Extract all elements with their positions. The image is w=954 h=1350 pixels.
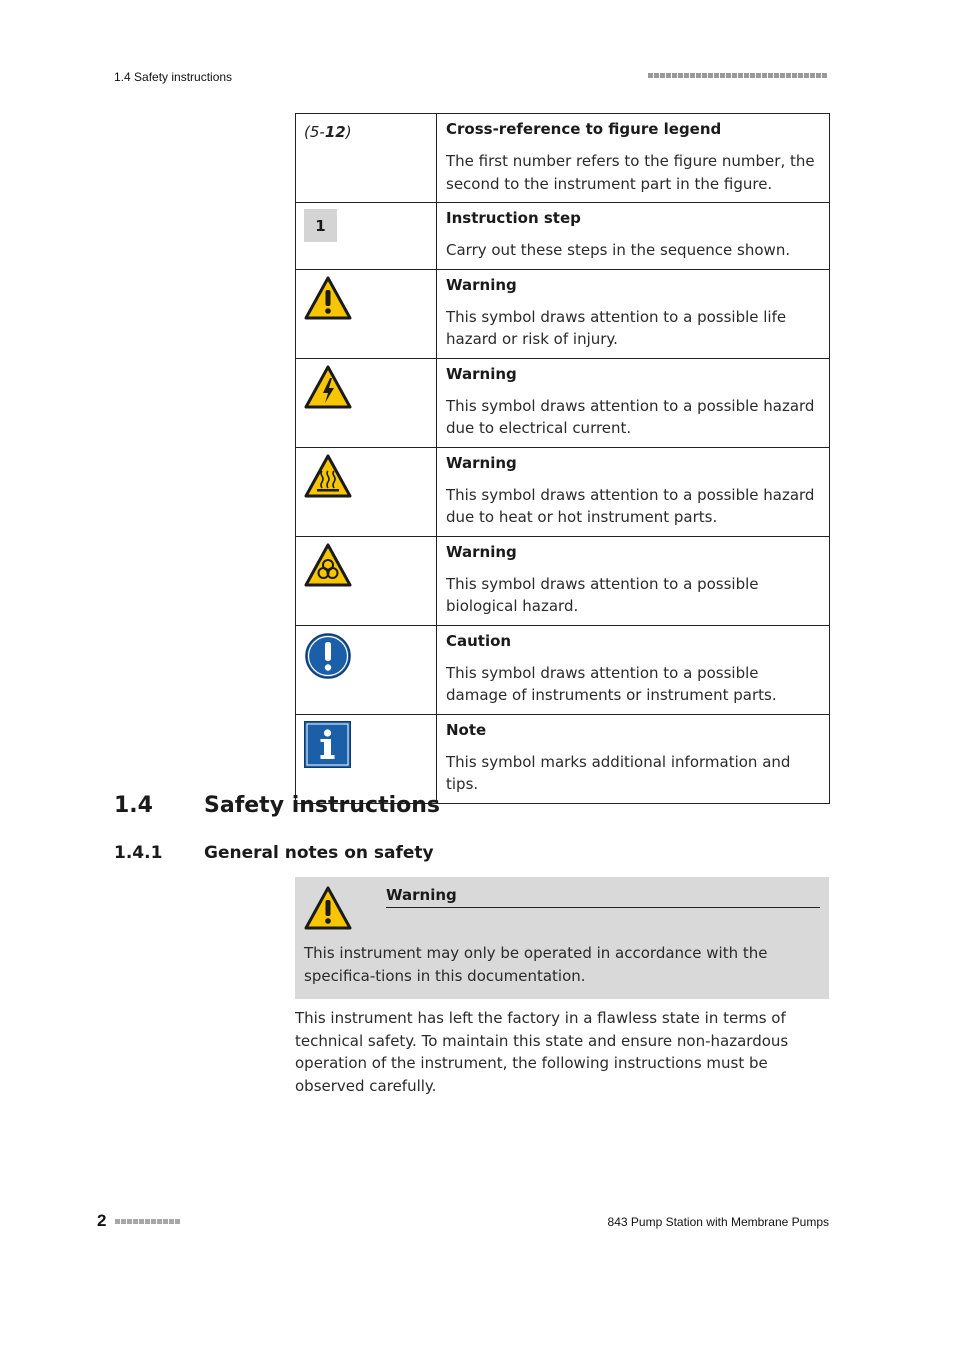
symbol-legend-table (295, 113, 830, 804)
section-heading (114, 793, 440, 818)
cross-reference-symbol: (5-12) (304, 123, 352, 141)
symbol-cell (296, 358, 437, 447)
symbol-cell (296, 269, 437, 358)
body-paragraph: This instrument has left the factory in a flawless state in terms of technical safety. To maintain this state and ensure non-hazardous operation of the instrument, the following instructions must be observed carefully. (295, 1009, 789, 1095)
subsection-heading (114, 843, 434, 863)
legend-text: This symbol draws attention to a possible hazard due to heat or hot instrument parts. (446, 485, 815, 526)
warning-box (295, 877, 829, 999)
warning-box-title: Warning (386, 886, 820, 908)
description-cell (437, 536, 830, 625)
legend-row-biohazard-warning (296, 536, 830, 625)
running-header-section: 1.4 Safety instructions (114, 70, 233, 84)
step-number-box: 1 (304, 209, 337, 242)
symbol-cell (296, 203, 437, 270)
legend-title: Warning (446, 542, 517, 561)
legend-row-note (296, 714, 830, 803)
legend-title: Caution (446, 631, 512, 650)
legend-row-caution (296, 625, 830, 714)
description-cell (437, 203, 830, 270)
legend-title: Warning (446, 453, 517, 472)
biohazard-icon (304, 543, 352, 587)
legend-title: Instruction step (446, 209, 581, 227)
symbol-cell (296, 114, 437, 203)
hot-surface-icon (304, 454, 352, 498)
general-warning-icon (304, 276, 352, 320)
caution-icon (304, 632, 352, 680)
warning-icon (304, 886, 352, 930)
symbol-cell (296, 536, 437, 625)
info-icon (304, 721, 351, 768)
legend-title: Note (446, 720, 487, 739)
description-cell (437, 714, 830, 803)
section-title: Safety instructions (204, 793, 440, 818)
legend-text: This symbol draws attention to a possible biological hazard. (446, 574, 759, 615)
symbol-cell (296, 625, 437, 714)
description-cell (437, 447, 830, 536)
legend-row-hot-surface-warning (296, 447, 830, 536)
page-number: 2 (97, 1211, 107, 1230)
legend-text: This symbol draws attention to a possible damage of instruments or instrument parts. (446, 663, 777, 704)
symbol-cell (296, 714, 437, 803)
legend-row-electrical-warning (296, 358, 830, 447)
electrical-hazard-icon (304, 365, 352, 409)
subsection-title: General notes on safety (204, 843, 434, 863)
symbol-cell (296, 447, 437, 536)
legend-title: Cross-reference to figure legend (446, 120, 722, 138)
warning-box-text: This instrument may only be operated in accordance with the specifica-tions in this documentation. (304, 944, 768, 985)
description-cell (437, 358, 830, 447)
legend-text: This symbol draws attention to a possible hazard due to electrical current. (446, 396, 815, 437)
legend-title: Warning (446, 275, 517, 294)
header-decoration-squares (648, 73, 827, 78)
legend-text: This symbol marks additional information and tips. (446, 752, 791, 793)
footer-decoration-squares (115, 1219, 180, 1224)
legend-text: Carry out these steps in the sequence shown. (446, 241, 791, 259)
legend-row-general-warning (296, 269, 830, 358)
legend-text: This symbol draws attention to a possible life hazard or risk of injury. (446, 307, 787, 348)
description-cell (437, 114, 830, 203)
legend-text: The first number refers to the figure number, the second to the instrument part in the figure. (446, 152, 815, 193)
footer-document-title: 843 Pump Station with Membrane Pumps (607, 1215, 829, 1229)
legend-row-cross-reference (296, 114, 830, 203)
legend-row-instruction-step (296, 203, 830, 270)
description-cell (437, 625, 830, 714)
section-number: 1.4 (114, 793, 153, 818)
subsection-number: 1.4.1 (114, 843, 163, 863)
description-cell (437, 269, 830, 358)
legend-title: Warning (446, 364, 517, 383)
